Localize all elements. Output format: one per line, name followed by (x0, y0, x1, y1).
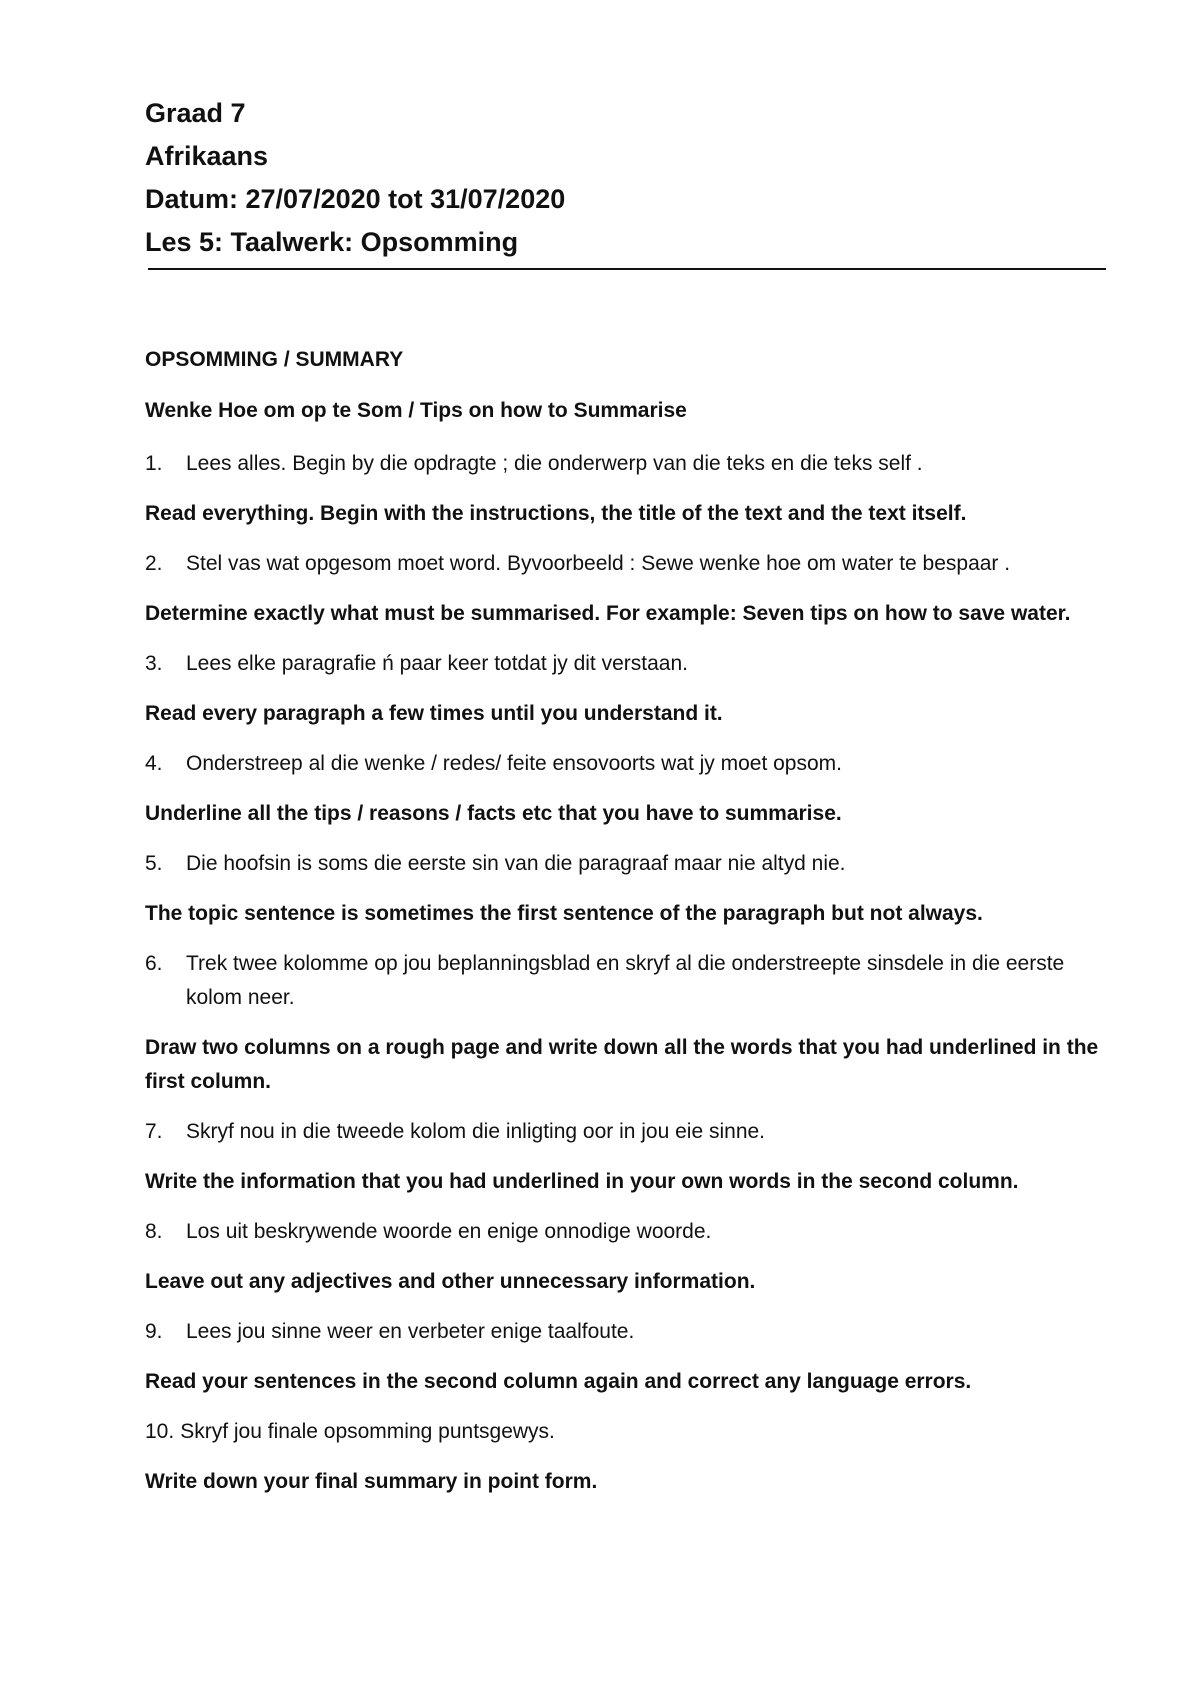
tip-number: 7. (145, 1120, 163, 1143)
tip-afrikaans: Los uit beskrywende woorde en enige onnodige woorde. (186, 1220, 712, 1243)
section-title: OPSOMMING / SUMMARY (145, 348, 404, 371)
tip-number: 10. (145, 1420, 175, 1443)
tip-afrikaans: Lees jou sinne weer en verbeter enige taalfoute. (186, 1320, 635, 1343)
tip-number: 4. (145, 752, 163, 775)
tip-afrikaans: Die hoofsin is soms die eerste sin van die paragraaf maar nie altyd nie. (186, 852, 846, 875)
tip-english: Read your sentences in the second column again and correct any language errors. (145, 1370, 972, 1393)
tip-item (145, 1215, 1120, 1249)
tip-item (145, 1415, 1120, 1449)
document-body (145, 345, 1120, 1515)
tip-item (145, 847, 1120, 881)
tip-english: Leave out any adjectives and other unnecessary information. (145, 1270, 756, 1293)
tip-item (145, 1115, 1120, 1149)
tip-number: 3. (145, 652, 163, 675)
tip-english: Draw two columns on a rough page and write down all the words that you had underlined in the first column. (145, 1036, 1099, 1093)
tip-item (145, 947, 1120, 1015)
tip-english: Write the information that you had underlined in your own words in the second column. (145, 1170, 1019, 1193)
tip-number: 1. (145, 452, 163, 475)
tip-english: Read everything. Begin with the instructions, the title of the text and the text itself. (145, 502, 967, 525)
section-subtitle: Wenke Hoe om op te Som / Tips on how to Summarise (145, 399, 687, 422)
grade-heading: Graad 7 (145, 98, 246, 128)
tip-afrikaans: Lees elke paragrafie ń paar keer totdat jy dit verstaan. (186, 652, 688, 675)
tip-afrikaans: Skryf nou in die tweede kolom die inligting oor in jou eie sinne. (186, 1120, 766, 1143)
tip-item (145, 547, 1120, 581)
tip-english: The topic sentence is sometimes the first sentence of the paragraph but not always. (145, 902, 983, 925)
tip-afrikaans: Skryf jou finale opsomming puntsgewys. (180, 1420, 555, 1443)
tip-item (145, 1315, 1120, 1349)
tip-afrikaans: Trek twee kolomme op jou beplanningsblad en skryf al die onderstreepte sinsdele in die eerste kolom neer. (186, 952, 1065, 1009)
tip-number: 2. (145, 552, 163, 575)
tip-item (145, 447, 1120, 481)
tip-english: Write down your final summary in point form. (145, 1470, 598, 1493)
tip-number: 9. (145, 1320, 163, 1343)
tip-english: Read every paragraph a few times until you understand it. (145, 702, 723, 725)
tip-item (145, 747, 1120, 781)
tip-afrikaans: Stel vas wat opgesom moet word. Byvoorbeeld : Sewe wenke hoe om water te bespaar . (186, 552, 1011, 575)
header-divider (148, 268, 1106, 270)
tip-afrikaans: Onderstreep al die wenke / redes/ feite ensovoorts wat jy moet opsom. (186, 752, 842, 775)
tip-number: 5. (145, 852, 163, 875)
tip-english: Determine exactly what must be summarised. For example: Seven tips on how to save water. (145, 602, 1071, 625)
tip-english: Underline all the tips / reasons / facts etc that you have to summarise. (145, 802, 842, 825)
tip-item (145, 647, 1120, 681)
tip-number: 8. (145, 1220, 163, 1243)
tip-afrikaans: Lees alles. Begin by die opdragte ; die onderwerp van die teks en die teks self . (186, 452, 923, 475)
document-header (145, 92, 1105, 264)
lesson-heading: Les 5: Taalwerk: Opsomming (145, 227, 519, 257)
subject-heading: Afrikaans (145, 141, 269, 171)
tip-number: 6. (145, 952, 163, 975)
date-heading: Datum: 27/07/2020 tot 31/07/2020 (145, 184, 566, 214)
